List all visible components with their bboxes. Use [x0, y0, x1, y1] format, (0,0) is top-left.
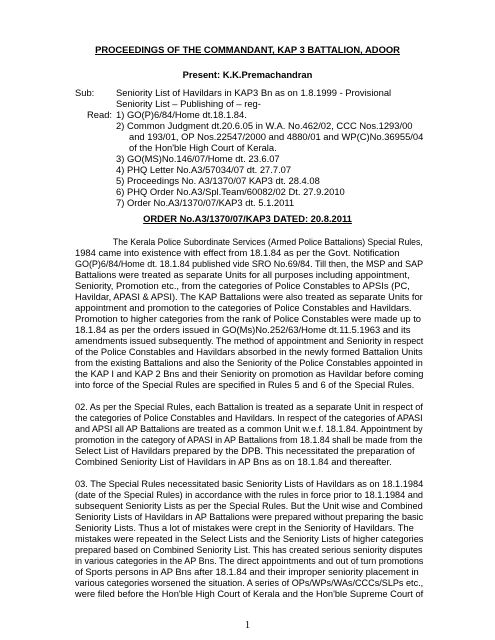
paragraph-line: were filed before the Hon'ble High Court of Kerala and the Hon'ble Supreme Court of	[75, 588, 424, 599]
paragraph-line: into force of the Special Rules are specified in Rules 5 and 6 of the Special Rules.	[75, 379, 415, 390]
order-title: ORDER No.A3/1370/07/KAP3 DATED: 20.8.2011	[143, 213, 352, 224]
paragraph-line: the KAP I and KAP 2 Bns and their Seniority on promotion as Havildar before coming	[75, 368, 424, 379]
paragraph-line: GO(P)6/84/Home dt. 18.1.84 published vide SRO No.69/84. Till then, the MSP and SAP	[75, 258, 424, 269]
paragraph-line: the categories of Police Constables and Havildars. In respect of the categories of APASI	[75, 412, 423, 423]
paragraph-line: Seniority Lists. Thus a lot of mistakes were crept in the Seniority of Havildars. The	[75, 522, 414, 533]
read-item: and 193/01, OP Nos.22547/2000 and 4880/01 and WP(C)No.36955/04	[129, 131, 424, 142]
read-item: 3) GO(MS)No.146/07/Home dt. 23.6.07	[116, 153, 280, 164]
paragraph-line: Combined Seniority List of Havildars in AP Bns as on 18.1.84 and thereafter.	[75, 456, 392, 467]
paragraph-line: (date of the Special Rules) in accordance with the rules in force prior to 18.1.1984 and	[75, 489, 423, 500]
paragraph-line: prepared based on Combined Seniority List. This has created serious seniority disputes	[75, 544, 423, 555]
paragraph-line: The Kerala Police Subordinate Services (Armed Police Battalions) Special Rules,	[113, 236, 423, 247]
paragraph-line: Promotion to higher categories from the rank of Police Constables were made up to	[75, 313, 422, 324]
paragraph-line: in various categories in the AP Bns. The direct appointments and out of turn promotions	[75, 555, 424, 566]
paragraph-line: Seniority, Promotion etc., from the categories of Police Constables to APSIs (PC,	[75, 280, 410, 291]
read-item: 7) Order No.A3/1370/07/KAP3 dt. 5.1.2011	[116, 197, 295, 208]
paragraph-line: from the existing Battalions and also the Seniority of the Police Constables appointed in	[75, 357, 423, 368]
paragraph-line: and APSI all AP Battalions are treated as a common Unit w.e.f. 18.1.84. Appointment by	[75, 423, 423, 434]
paragraph-line: amendments issued subsequently. The method of appointment and Seniority in respect	[75, 335, 424, 346]
read-item: 2) Common Judgment dt.20.6.05 in W.A. No.462/02, CCC Nos.1293/00	[116, 120, 413, 131]
paragraph-line: subsequent Seniority Lists as per the Special Rules. But the Unit wise and Combined	[75, 500, 423, 511]
sub-label: Sub:	[75, 87, 95, 98]
paragraph-line: 1984 came into existence with effect from 18.1.84 as per the Govt. Notification	[75, 247, 400, 258]
paragraph-line: appointment and promotion to the categories of Police Constables and Havildars.	[75, 302, 412, 313]
page-number: 1	[245, 620, 250, 631]
paragraph-line: Select List of Havildars prepared by the DPB. This necessitated the preparation of	[75, 445, 415, 456]
paragraph-line: of Sports persons in AP Bns after 18.1.84 and their improper seniority placement in	[75, 566, 419, 577]
paragraph-line: various categories worsened the situation. A series of OPs/WPs/WAs/CCCs/SLPs etc.,	[75, 577, 424, 588]
paragraph-line: mistakes were repeated in the Select Lists and the Seniority Lists of higher categories	[75, 533, 424, 544]
paragraph-line: Battalions were treated as separate Units for all purposes including appointment,	[75, 269, 410, 280]
read-item: 4) PHQ Letter No.A3/57034/07 dt. 27.7.07	[116, 164, 292, 175]
paragraph-line: Havildar, APASI & APSI). The KAP Battalions were also treated as separate Units for	[75, 291, 423, 302]
read-item: of the Hon'ble High Court of Kerala.	[129, 142, 277, 153]
present-line: Present: K.K.Premachandran	[182, 69, 313, 80]
paragraph-line: 18.1.84 as per the orders issued in GO(Ms)No.252/63/Home dt.11.5.1963 and its	[75, 324, 411, 335]
paragraph-line: of the Police Constables and Havildars absorbed in the newly formed Battalion Units	[75, 346, 423, 357]
paragraph-line: Seniority Lists of Havildars in AP Battalions were prepared without preparing the basic	[75, 511, 424, 522]
paragraph-line: promotion in the category of APASI in AP Battalions from 18.1.84 shall be made from the	[75, 434, 423, 445]
sub-line: Seniority List of Havildars in KAP3 Bn as on 1.8.1999 - Provisional	[116, 87, 392, 98]
document-heading: PROCEEDINGS OF THE COMMANDANT, KAP 3 BATTALION, ADOOR	[95, 44, 400, 55]
read-item: 1) GO(P)6/84/Home dt.18.1.84.	[116, 109, 247, 120]
sub-line: Seniority List – Publishing of – reg-	[116, 98, 261, 109]
read-item: 6) PHQ Order No.A3/Spl.Team/60082/02 Dt. 27.9.2010	[116, 186, 345, 197]
paragraph-line: 03. The Special Rules necessitated basic Seniority Lists of Havildars as on 18.1.1984	[75, 478, 424, 489]
paragraph-line: 02. As per the Special Rules, each Battalion is treated as a separate Unit in respect of	[75, 401, 423, 412]
read-label: Read:	[87, 109, 113, 120]
read-item: 5) Proceedings No. A3/1370/07 KAP3 dt. 28.4.08	[116, 175, 320, 186]
